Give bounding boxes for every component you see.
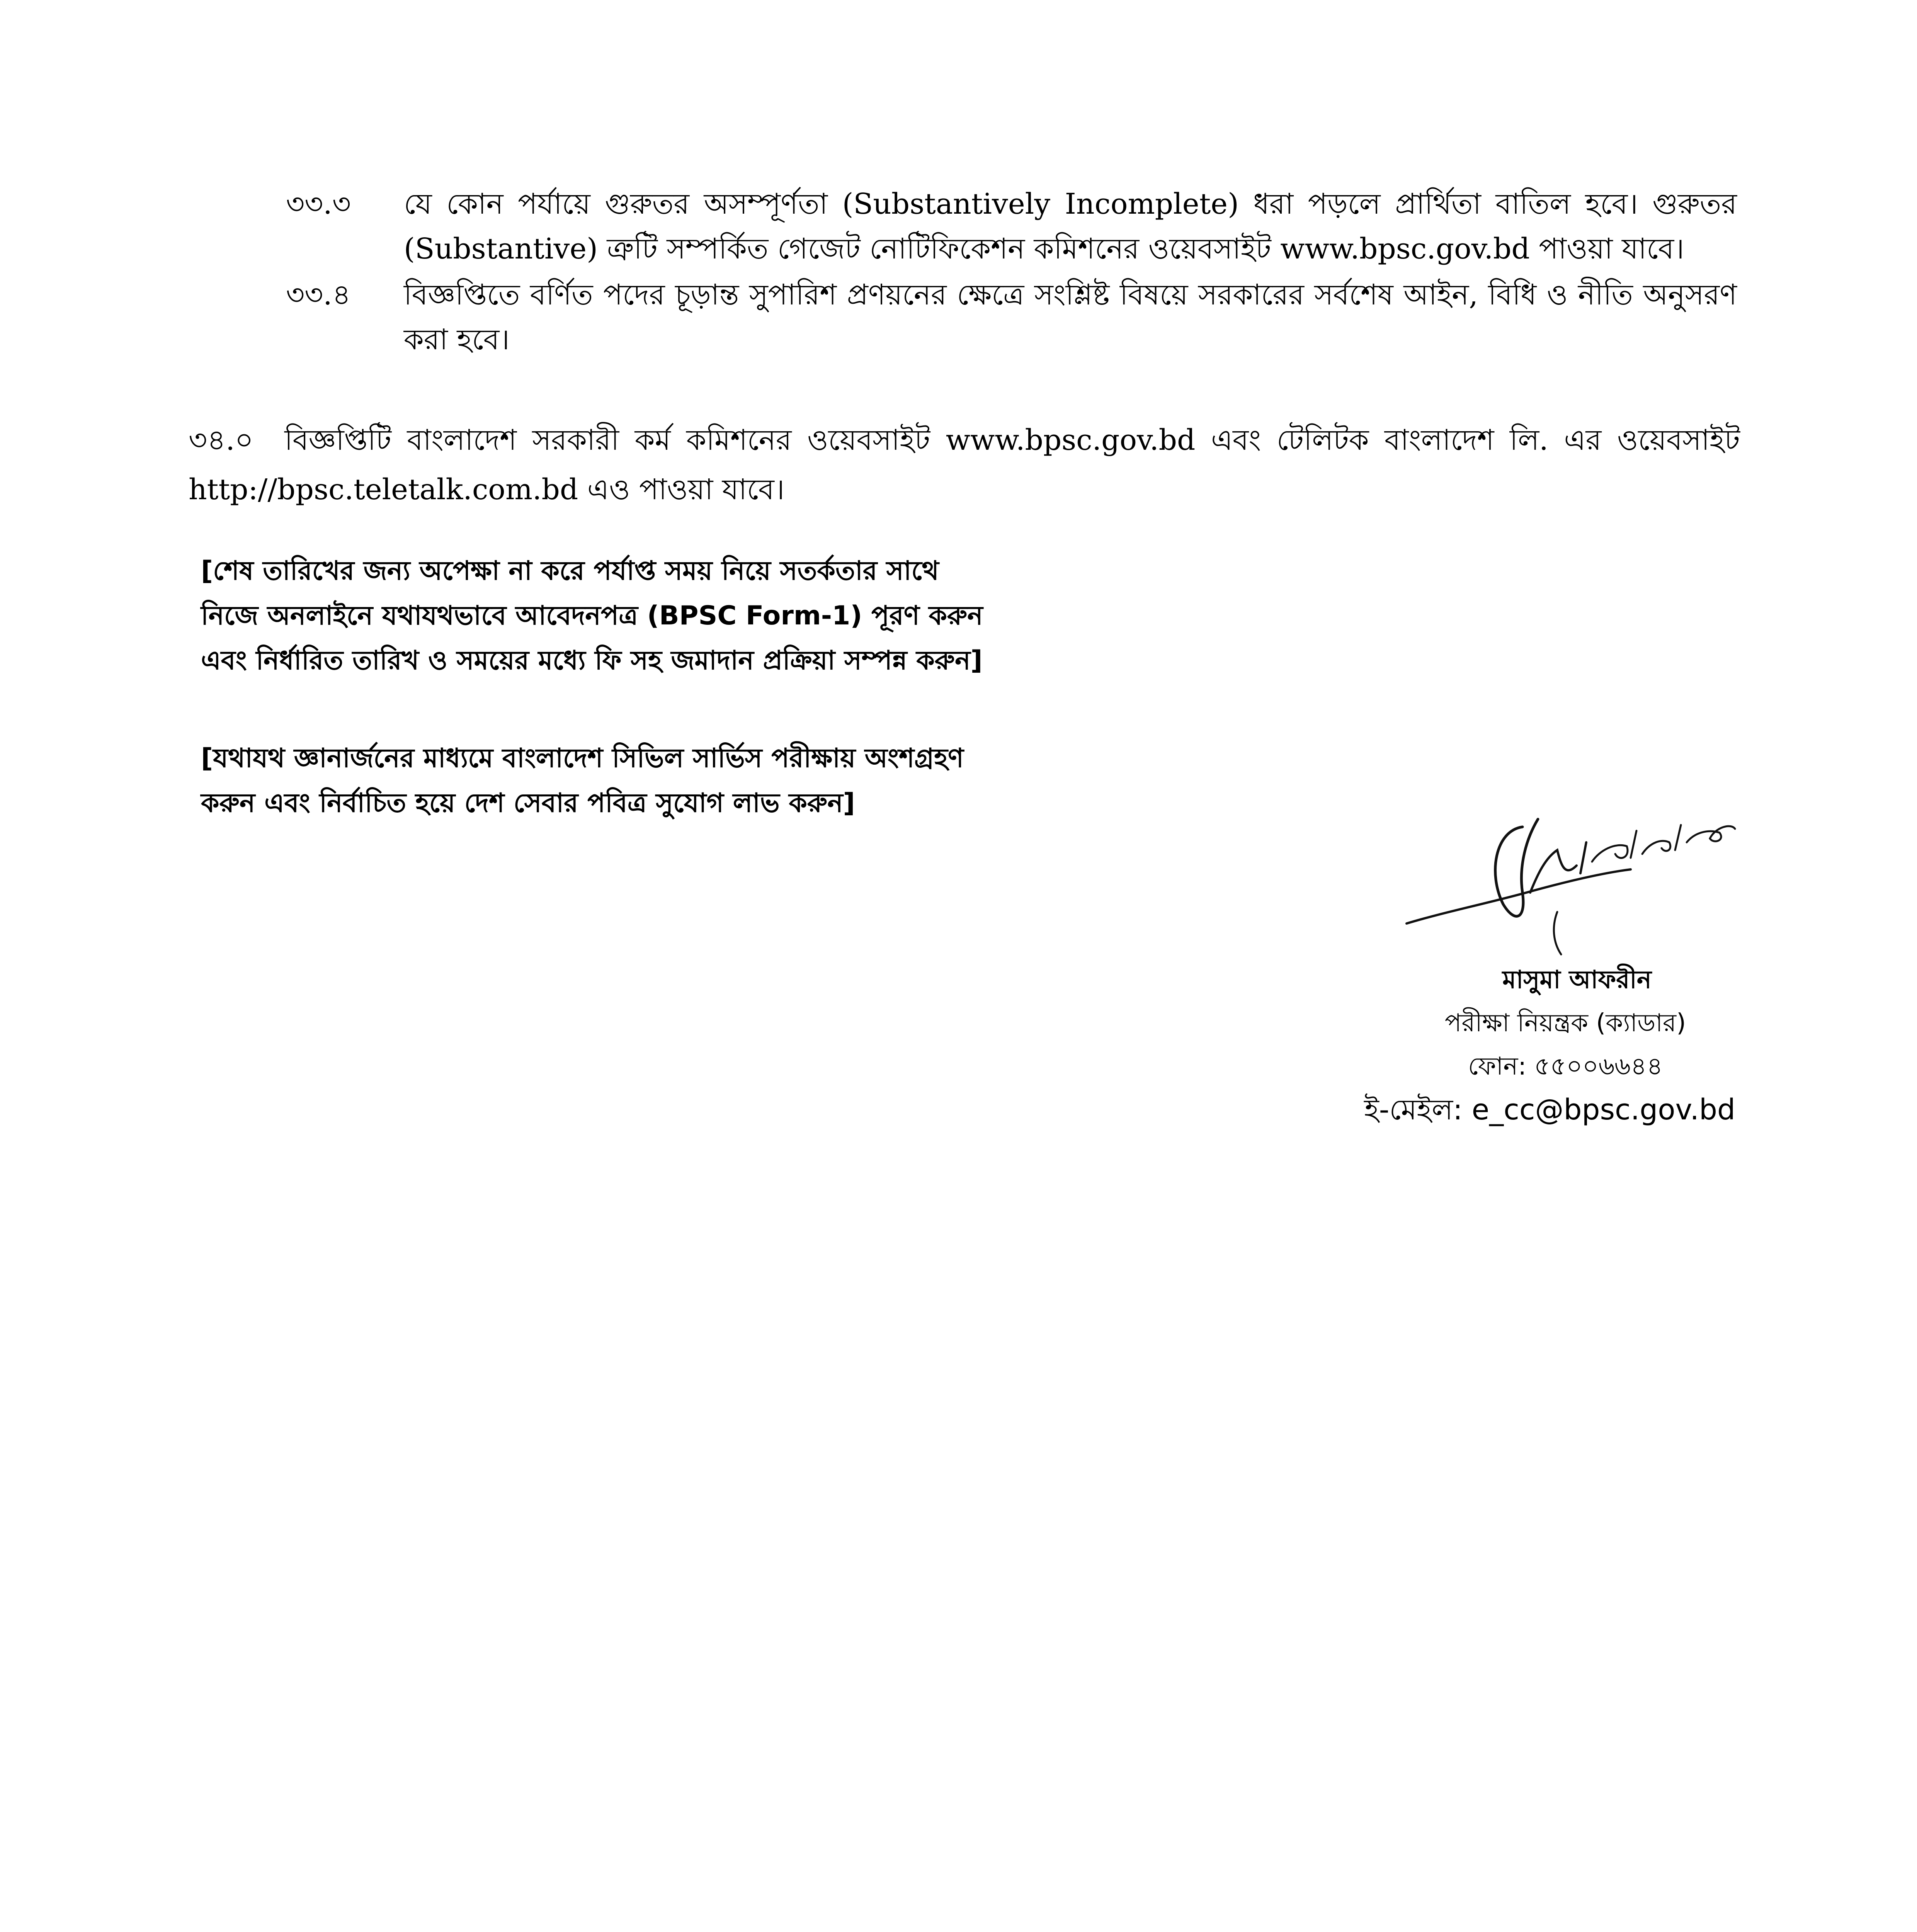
clause-number: ৩৩.৩ [286, 187, 351, 221]
notice-line: নিজে অনলাইনে যথাযথভাবে আবেদনপত্র (BPSC Form-1) পূরণ করুন [201, 600, 983, 631]
signatory-email: ই-মেইল: e_cc@bpsc.gov.bd [1364, 1093, 1735, 1126]
signatory-phone: ফোন: ৫৫০০৬৬৪৪ [1468, 1052, 1663, 1081]
clause-text: বিজ্ঞপ্তিতে বর্ণিত পদের চূড়ান্ত সুপারিশ প্রণয়নের ক্ষেত্রে সংশ্লিষ্ট বিষয়ে সরকারের সর্বশেষ আইন, বিধি ও নীতি অনুসরণ করা হবে। [404, 278, 1737, 356]
signatory-block [1194, 958, 1735, 1131]
clause-34-0 [189, 415, 1740, 514]
clause-text: বিজ্ঞপ্তিটি বাংলাদেশ সরকারী কর্ম কমিশনের ওয়েবসাইট www.bpsc.gov.bd এবং টেলিটক বাংলাদেশ লি. এর ওয়েবসাইট http://bpsc.teletalk.com.bd এও পাওয়া যাবে। [189, 423, 1740, 506]
notice-line: এবং নির্ধারিত তারিখ ও সময়ের মধ্যে ফি সহ জমাদান প্রক্রিয়া সম্পন্ন করুন] [201, 645, 983, 676]
clause-number: ৩৩.৪ [286, 278, 351, 311]
deadline-notice [201, 549, 1167, 683]
notice-line: [যথাযথ জ্ঞানার্জনের মাধ্যমে বাংলাদেশ সিভিল সার্ভিস পরীক্ষায় অংশগ্রহণ [201, 743, 964, 774]
clause-number: ৩৪.০ [189, 423, 253, 457]
notice-line: করুন এবং নির্বাচিত হয়ে দেশ সেবার পবিত্র সুযোগ লাভ করুন] [201, 788, 855, 818]
participation-notice [201, 736, 1167, 826]
clause-text: যে কোন পর্যায়ে গুরুতর অসম্পূর্ণতা (Substantively Incomplete) ধরা পড়লে প্রার্থিতা বাতিল হবে। গুরুতর (Substantive) ত্রুটি সম্পর্কিত গেজেট নোটিফিকেশন কমিশনের ওয়েবসাইট www.bpsc.gov.bd পাওয়া যাবে। [404, 187, 1737, 265]
signatory-designation: পরীক্ষা নিয়ন্ত্রক (ক্যাডার) [1444, 1009, 1686, 1037]
notice-line: [শেষ তারিখের জন্য অপেক্ষা না করে পর্যাপ্ত সময় নিয়ে সতর্কতার সাথে [201, 556, 939, 586]
signatory-name: মাসুমা আফরীন [1502, 966, 1652, 994]
handwritten-signature [1399, 796, 1739, 958]
